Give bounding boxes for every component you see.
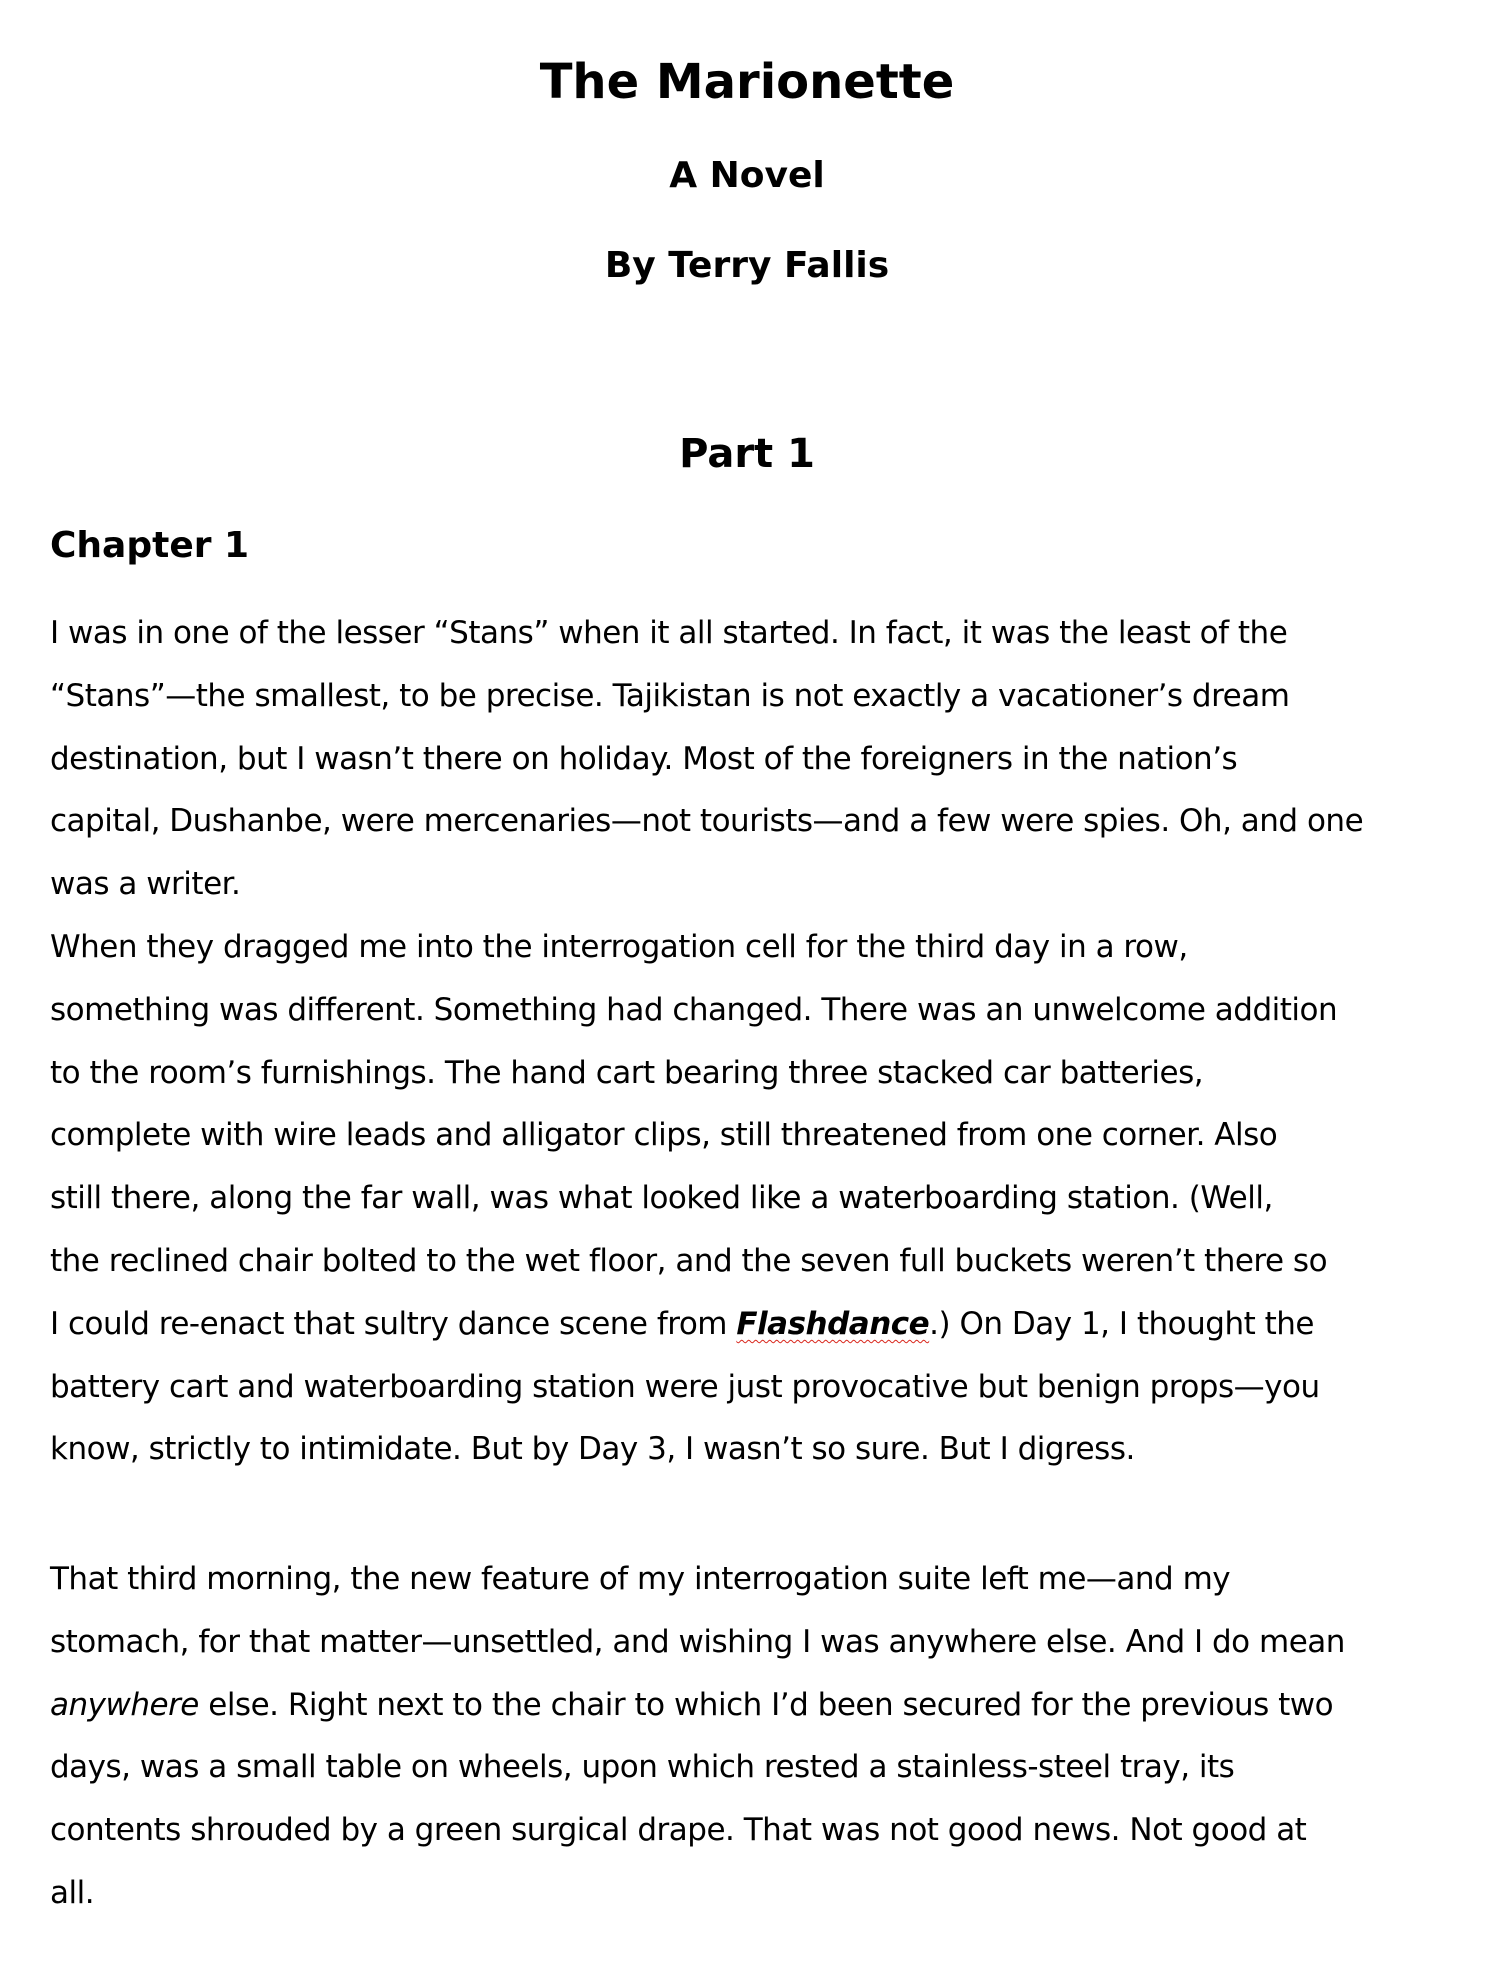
text-line: still there, along the far wall, was what looked like a waterboarding station. (Well,	[50, 1180, 1273, 1217]
paragraph-3	[50, 1548, 1470, 1925]
text-segment: .) On Day 1, I thought the	[929, 1305, 1314, 1342]
text-line	[50, 1674, 1470, 1737]
chapter-heading: Chapter 1	[50, 525, 250, 566]
book-subtitle: A Novel	[669, 155, 825, 196]
text-line	[50, 1293, 1470, 1356]
text-line: the reclined chair bolted to the wet floor, and the seven full buckets weren’t there so	[50, 1242, 1328, 1279]
text-line: was a writer.	[50, 866, 241, 903]
text-line: contents shrouded by a green surgical drape. That was not good news. Not good at	[50, 1812, 1307, 1849]
text-line: capital, Dushanbe, were mercenaries—not tourists—and a few were spies. Oh, and one	[50, 803, 1364, 840]
text-line: know, strictly to intimidate. But by Day 3, I wasn’t so sure. But I digress.	[50, 1431, 1135, 1468]
text-line: something was different. Something had changed. There was an unwelcome addition	[50, 991, 1338, 1028]
text-segment: else. Right next to the chair to which I’d been secured for the previous two	[198, 1686, 1334, 1723]
text-line: That third morning, the new feature of my interrogation suite left me—and my	[50, 1561, 1231, 1597]
text-line: to the room’s furnishings. The hand cart bearing three stacked car batteries,	[50, 1054, 1204, 1091]
text-line: destination, but I wasn’t there on holiday. Most of the foreigners in the nation’s	[50, 740, 1238, 777]
text-line: battery cart and waterboarding station were just provocative but benign props—you	[50, 1368, 1320, 1405]
italic-word: anywhere	[50, 1686, 199, 1723]
text-line: “Stans”—the smallest, to be precise. Tajikistan is not exactly a vacationer’s dream	[50, 677, 1290, 714]
text-line: days, was a small table on wheels, upon which rested a stainless-steel tray, its	[50, 1749, 1235, 1786]
misspelled-word[interactable]: Flashdance	[736, 1305, 930, 1342]
text-segment: I could re-enact that sultry dance scene from	[50, 1305, 737, 1342]
text-line: stomach, for that matter—unsettled, and wishing I was anywhere else. And I do mean	[50, 1623, 1345, 1660]
text-line: all.	[50, 1874, 95, 1911]
paragraph-1	[50, 602, 1470, 916]
book-title: The Marionette	[539, 54, 955, 110]
paragraph-2	[50, 916, 1470, 1481]
text-line: complete with wire leads and alligator clips, still threatened from one corner. Also	[50, 1117, 1278, 1154]
part-heading: Part 1	[679, 431, 815, 477]
text-line: When they dragged me into the interrogation cell for the third day in a row,	[50, 929, 1188, 965]
book-author: By Terry Fallis	[604, 245, 890, 286]
text-line: I was in one of the lesser “Stans” when it all started. In fact, it was the least of the	[50, 615, 1288, 651]
